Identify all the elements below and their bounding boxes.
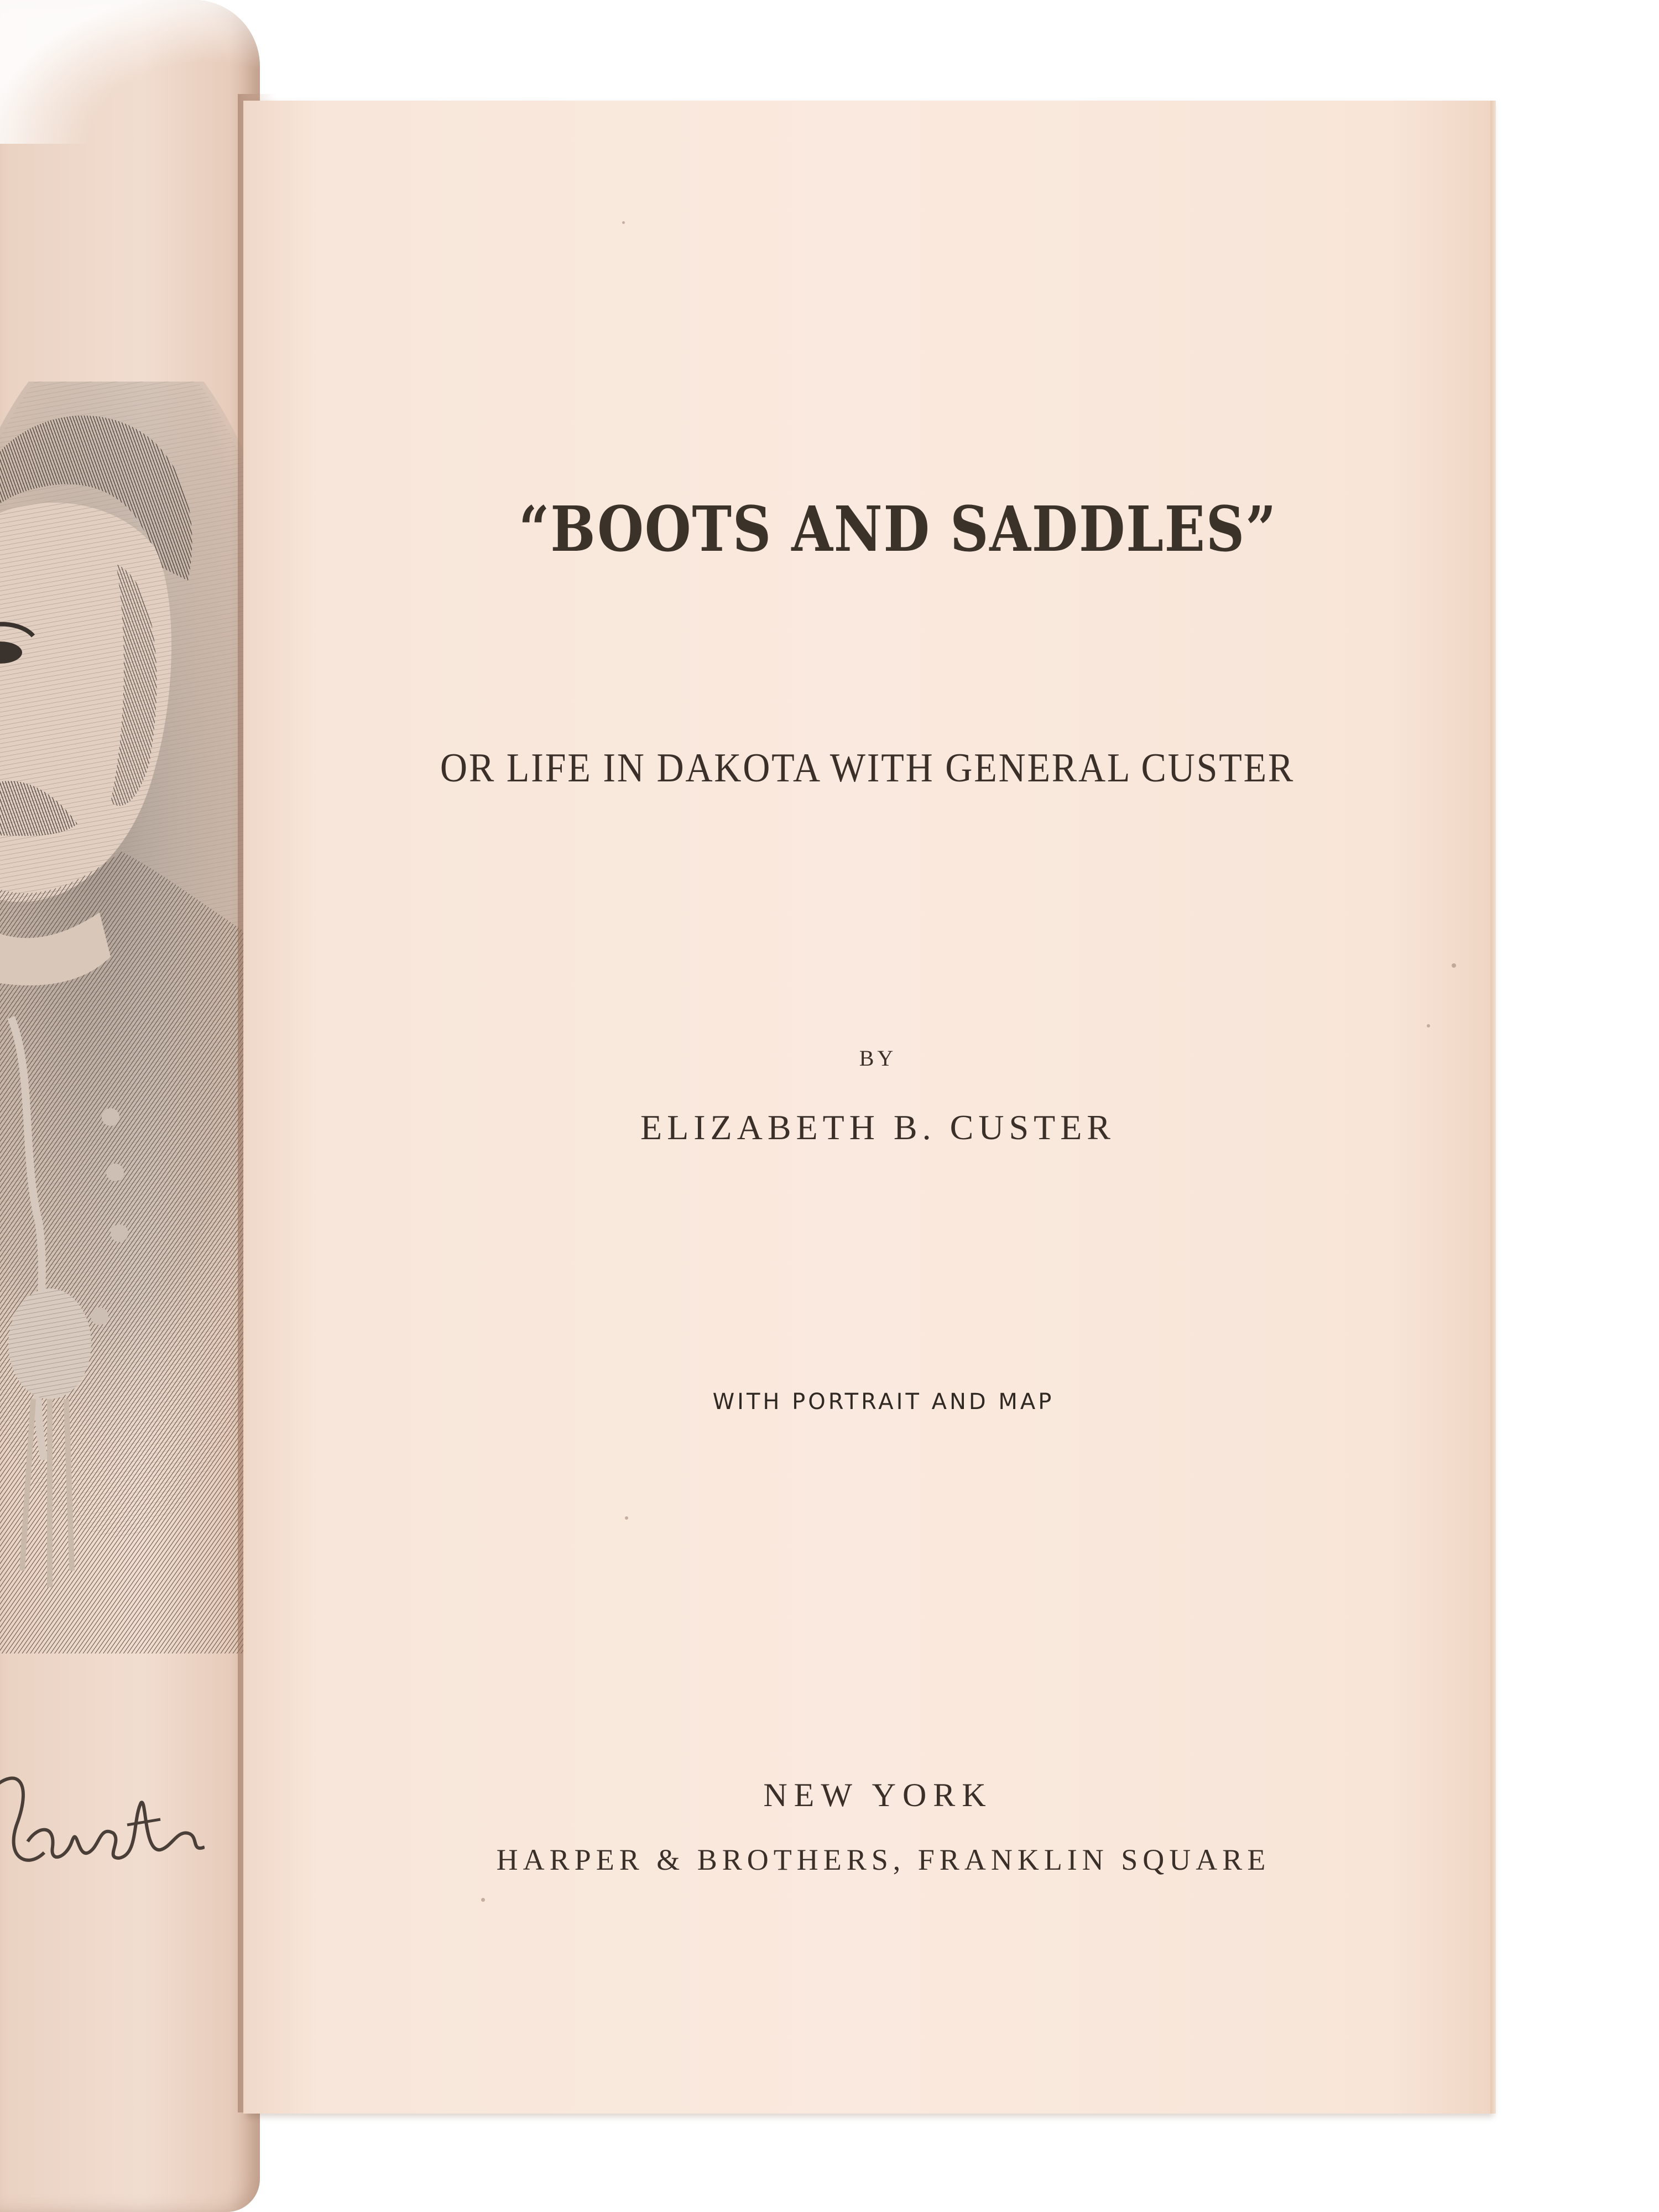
book-subtitle: OR LIFE IN DAKOTA WITH GENERAL CUSTER xyxy=(440,745,1295,791)
paper-speck xyxy=(1427,1024,1430,1027)
engraved-portrait-image xyxy=(0,382,249,1653)
portrait-map-note: WITH PORTRAIT AND MAP xyxy=(712,1389,1055,1415)
paper-speck xyxy=(622,221,625,224)
author-name: ELIZABETH B. CUSTER xyxy=(640,1108,1115,1147)
page-curl-highlight xyxy=(0,0,260,144)
publisher-city: NEW YORK xyxy=(763,1777,993,1813)
custer-signature xyxy=(0,1714,205,1936)
paper-speck xyxy=(625,1516,628,1520)
frontispiece-page xyxy=(0,0,260,2212)
paper-speck xyxy=(481,1898,485,1902)
book-title: “BOOTS AND SADDLES” xyxy=(519,493,1277,566)
paper-speck xyxy=(1452,963,1456,968)
title-page xyxy=(243,101,1490,2114)
by-label: BY xyxy=(859,1046,897,1071)
publisher-name: HARPER & BROTHERS, FRANKLIN SQUARE xyxy=(496,1843,1271,1876)
